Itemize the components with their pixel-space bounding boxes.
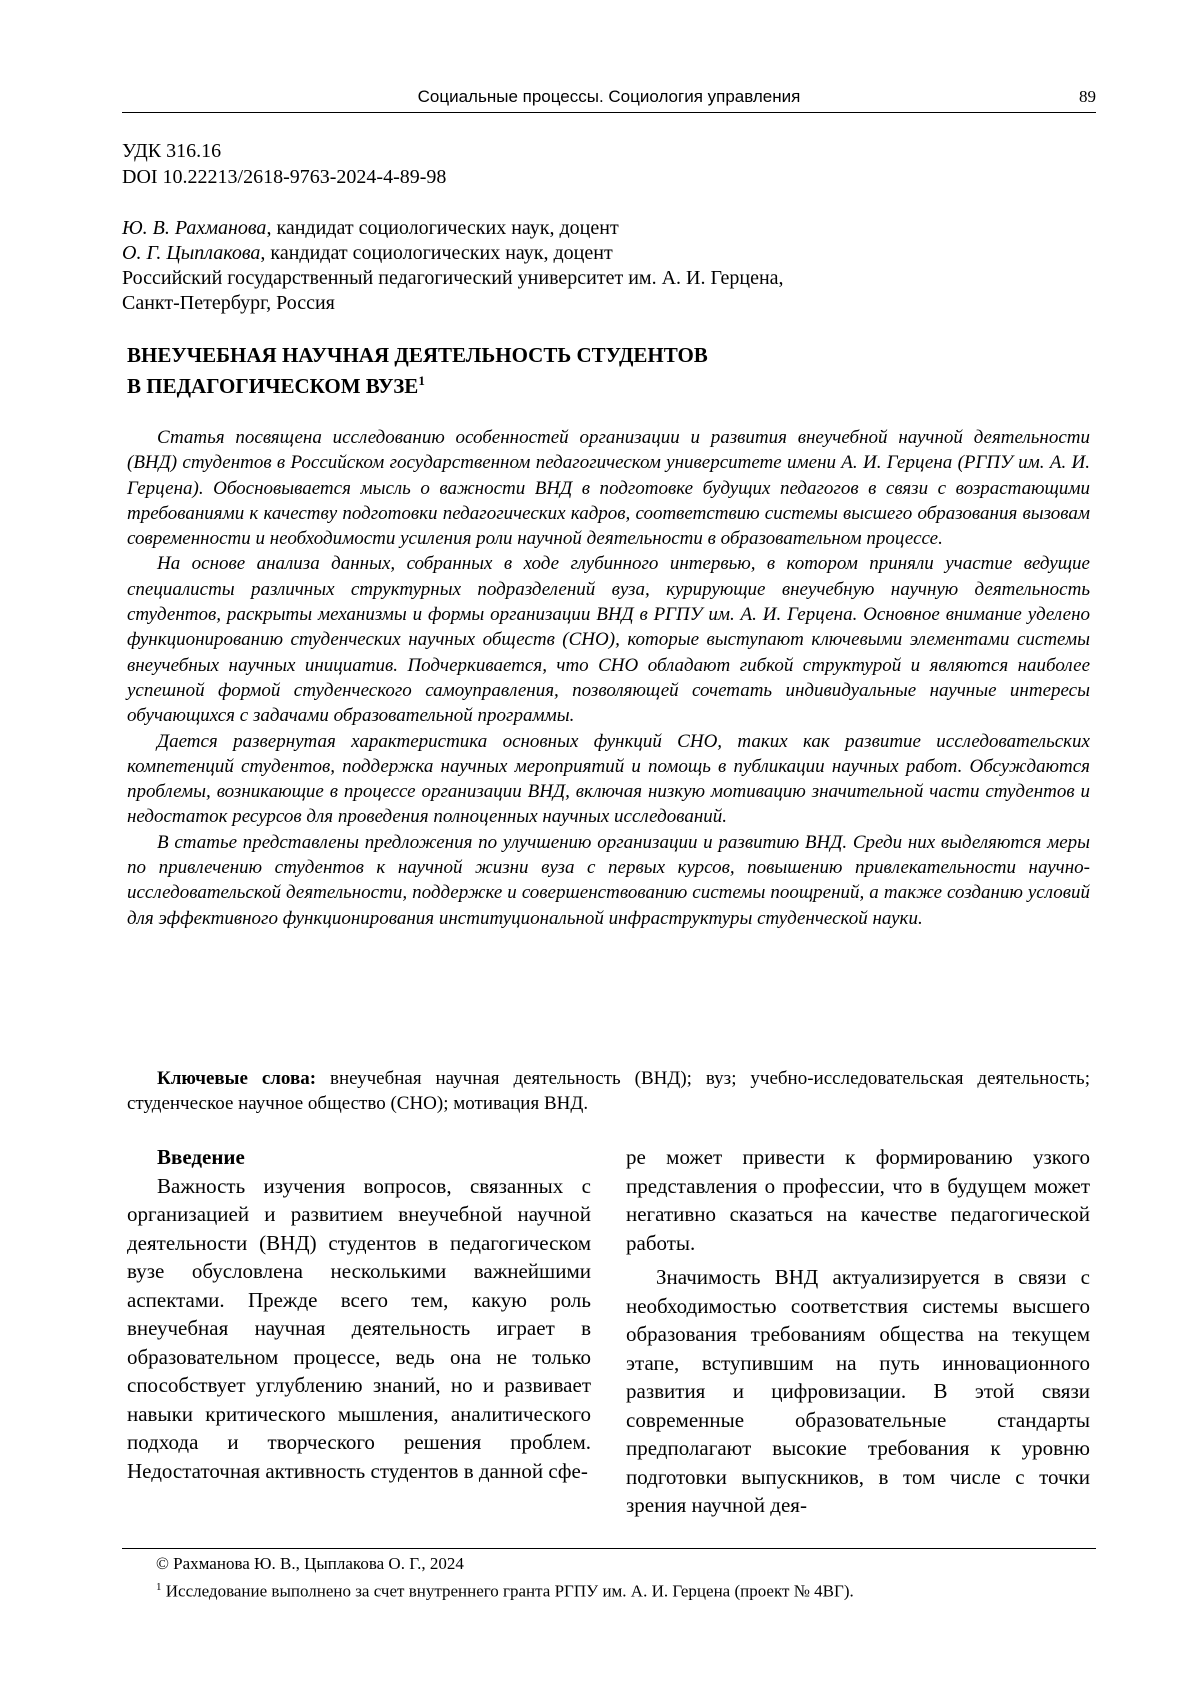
page-number: 89 [1079, 87, 1096, 106]
body-column-left [127, 1143, 591, 1485]
title-line-1: ВНЕУЧЕБНАЯ НАУЧНАЯ ДЕЯТЕЛЬНОСТЬ СТУДЕНТОВ [127, 343, 708, 367]
abstract-paragraph: Дается развернутая характеристика основных функций СНО, таких как развитие исследовательских компетенций студентов, поддержка научных мероприятий и помощь в публикации научных работ. Обсуждаются проблемы, возникающие в процессе организации ВНД, включая низкую мотивацию значительной части студентов и недостаток ресурсов для проведения полноценных научных исследований. [127, 730, 1090, 828]
abstract-paragraph: На основе анализа данных, собранных в ходе глубинного интервью, в котором приняли участие ведущие специалисты различных структурных подразделений вуза, курирующие внеучебную научную деятельность студентов, раскрыты механизмы и формы организации ВНД в РГПУ им. А. И. Герцена. Основное внимание уделено функционированию студенческих научных обществ (СНО), которые выступают ключевыми элементами системы внеучебных научных инициатив. Подчеркивается, что СНО обладают гибкой структурой и являются наиболее успешной формой студенческого самоуправления, позволяющей сочетать индивидуальные научные интересы обучающихся с задачами образовательной программы. [127, 553, 1090, 727]
body-paragraph: Значимость ВНД актуализируется в связи с необходимостью соответствия системы высшего образования требованиям общества на текущем этапе, вступившим на путь инновационного развития и цифровизации. В этой связи современные образовательные стандарты предполагают высокие требования к уровню подготовки выпускников, в том числе с точки зрения научной дея- [626, 1265, 1090, 1517]
affiliation-line-1: Российский государственный педагогический университет им. А. И. Герцена, [122, 267, 784, 289]
title-footnote-mark: 1 [418, 373, 425, 388]
author-1 [122, 216, 619, 241]
udk-code: УДК 316.16 [122, 140, 222, 162]
body-paragraph: Важность изучения вопросов, связанных с организацией и развитием внеучебной научной деятельности (ВНД) студентов в педагогическом вузе обусловлена несколькими важнейшими аспектами. Прежде всего тем, какую роль внеучебная научная деятельность играет в образовательном процессе, ведь она не только способствует углублению знаний, но и развивает навыки критического мышления, аналитического подхода и творческого решения проблем. Недостаточная активность студентов в данной сфе- [127, 1173, 591, 1483]
author-degree: , кандидат социологических наук, доцент [266, 217, 619, 239]
footnote-text: Исследование выполнено за счет внутреннего гранта РГПУ им. А. И. Герцена (проект № 4ВГ). [161, 1581, 854, 1601]
title-line-2: В ПЕДАГОГИЧЕСКОМ ВУЗЕ [127, 374, 419, 398]
article-title [127, 343, 927, 399]
section-heading-introduction: Введение [157, 1145, 245, 1169]
body-paragraph-continuation: ре может привести к формированию узкого представления о профессии, что в будущем может негативно сказаться на качестве педагогической работы. [626, 1145, 1090, 1255]
footnote-divider [122, 1548, 1096, 1549]
footnote-mark: 1 [156, 1581, 162, 1593]
affiliation-line-2: Санкт-Петербург, Россия [122, 292, 335, 314]
keywords [127, 1066, 1090, 1116]
copyright-notice: © Рахманова Ю. В., Цыплакова О. Г., 2024 [156, 1554, 464, 1573]
abstract [127, 425, 1090, 931]
running-header [122, 84, 1096, 113]
author-2 [122, 241, 613, 266]
author-name: Ю. В. Рахманова [122, 217, 267, 239]
author-degree: , кандидат социологических наук, доцент [260, 242, 613, 264]
abstract-paragraph: В статье представлены предложения по улучшению организации и развитию ВНД. Среди них выделяются меры по привлечению студентов к научной жизни вуза с первых курсов, повышению привлекательности научно-исследовательской деятельности, поддержке и совершенствованию системы поощрений, а также созданию условий для эффективного функционирования институциональной инфраструктуры студенческой науки. [127, 831, 1090, 929]
abstract-paragraph: Статья посвящена исследованию особенностей организации и развития внеучебной научной деятельности (ВНД) студентов в Российском государственном педагогическом университете имени А. И. Герцена (РГПУ им. А. И. Герцена). Обосновывается мысль о важности ВНД в подготовке будущих педагогов в связи с возрастающими требованиями к качеству подготовки педагогических кадров, соответствию системы высшего образования вызовам современности и необходимости усиления роли научной деятельности в образовательном процессе. [127, 427, 1090, 550]
grant-footnote [156, 1576, 854, 1603]
body-column-right [626, 1143, 1090, 1520]
doi: DOI 10.22213/2618-9763-2024-4-89-98 [122, 166, 447, 188]
author-name: О. Г. Цыплакова [122, 242, 261, 264]
keywords-label: Ключевые слова: [157, 1068, 317, 1089]
keywords-text: внеучебная научная деятельность (ВНД); вуз; учебно-исследовательская деятельность; студенческое научное общество (СНО); мотивация ВНД. [127, 1068, 1090, 1114]
journal-section-title: Социальные процессы. Социология управления [417, 87, 801, 106]
